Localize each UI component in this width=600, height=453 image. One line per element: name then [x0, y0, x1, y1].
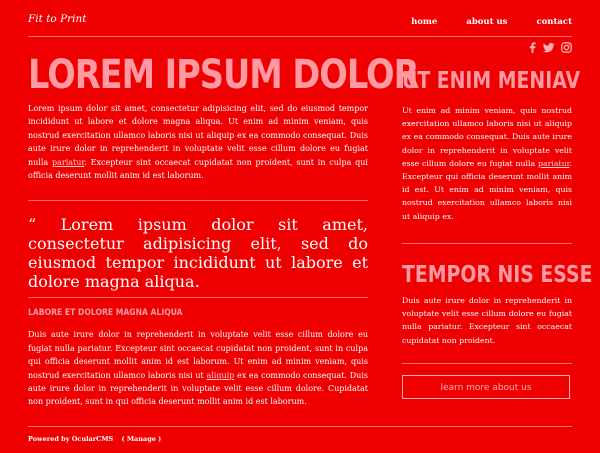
sidebar-text-1-end: . Excepteur qui officia deserunt mollit anim id est. Ut enim ad minim veniam, quis nostrud exercitation ullamco laboris nisi ut aliquip ex.: [402, 158, 572, 221]
powered-by[interactable]: Powered by OcularCMS: [28, 435, 114, 443]
nav-home[interactable]: home: [411, 17, 438, 27]
site-brand[interactable]: Fit to Print: [28, 13, 87, 25]
sidebar-paragraph-2: Duis aute irure dolor in reprehenderit in voluptate velit esse cillum dolore eu fugiat nulla pariatur. Excepteur sint occaecat cupidatat non proident.: [402, 296, 572, 345]
sidebar-pariatur-link[interactable]: pariatur: [537, 158, 570, 168]
intro-text: Lorem ipsum dolor sit amet, consectetur adipisicing elit, sed do eiusmod tempor incididunt ut labore et dolore magna aliqua. Ut enim ad minim veniam, quis nostrud exercitation ullamco laboris nisi ut aliquip ex ea commodo consequat. Duis aute irure dolor in reprehenderit in voluptate velit esse cillum dolore eu fugiat nulla: [28, 104, 368, 167]
twitter-icon[interactable]: [543, 42, 555, 53]
social-links: [528, 42, 572, 53]
sidebar-divider: [402, 363, 572, 364]
aliquip-link[interactable]: aliquip: [206, 370, 235, 380]
body-paragraph: [28, 328, 368, 408]
intro-paragraph: [28, 102, 368, 182]
learn-more-button[interactable]: learn more about us: [402, 375, 570, 399]
main-content: [28, 52, 419, 409]
sidebar-section-2: [402, 260, 593, 347]
divider: [28, 200, 368, 201]
divider: [28, 297, 368, 298]
sidebar-title-1: UT ENIM MENIAV: [402, 68, 581, 94]
sidebar-title-2: TEMPOR NIS ESSE: [402, 262, 593, 288]
top-bar: [28, 0, 572, 37]
pariatur-link[interactable]: pariatur: [51, 157, 85, 167]
pull-quote: “ Lorem ipsum dolor sit amet, consectetur adipisicing elit, sed do eiusmod tempor incididunt ut labore et dolore magna aliqua.: [28, 215, 368, 292]
intro-text-end: . Excepteur sint occaecat cupidatat non proident, sunt in culpa qui officia deserunt mollit anim id est laborum.: [28, 157, 368, 181]
footer-text: [28, 435, 167, 443]
facebook-icon[interactable]: [528, 42, 537, 53]
sidebar-paragraph-1: [402, 104, 572, 223]
footer: [28, 426, 572, 443]
sidebar-text-1: Ut enim ad minim veniam, quis nostrud exercitation ullamco laboris nisi ut aliquip ex ea commodo consequat. Duis aute irure dolor in reprehenderit in voluptate velit esse cillum dolore eu fugiat nulla: [402, 106, 572, 168]
nav-contact[interactable]: contact: [536, 17, 572, 27]
page-title: LOREM IPSUM DOLOR: [28, 52, 419, 98]
main-nav: [385, 17, 572, 27]
body-text-end: ex ea commodo consequat. Duis aute irure dolor in reprehenderit in voluptate velit esse cillum dolore. Cupidatat non proident, sunt in qui officia deserunt mollit anim id est laborum.: [28, 370, 368, 407]
body-text: Duis aute irure dolor in reprehenderit in voluptate velit esse cillum dolore eu fugiat nulla pariatur. Excepteur sint occaecat cupidatat non proident, sunt in culpa qui officia deserunt mollit anim id est laborum. Ut enim ad minim veniam, quis nostrud exercitation ullamco laboris nisi ut: [28, 330, 368, 380]
nav-about-us[interactable]: about us: [466, 17, 508, 27]
section-subheading: LABORE ET DOLORE MAGNA ALIQUA: [28, 308, 183, 319]
sidebar-divider: [402, 243, 572, 244]
instagram-icon[interactable]: [561, 42, 572, 53]
manage-link[interactable]: ( Manage ): [121, 435, 162, 443]
sidebar: [402, 66, 581, 223]
